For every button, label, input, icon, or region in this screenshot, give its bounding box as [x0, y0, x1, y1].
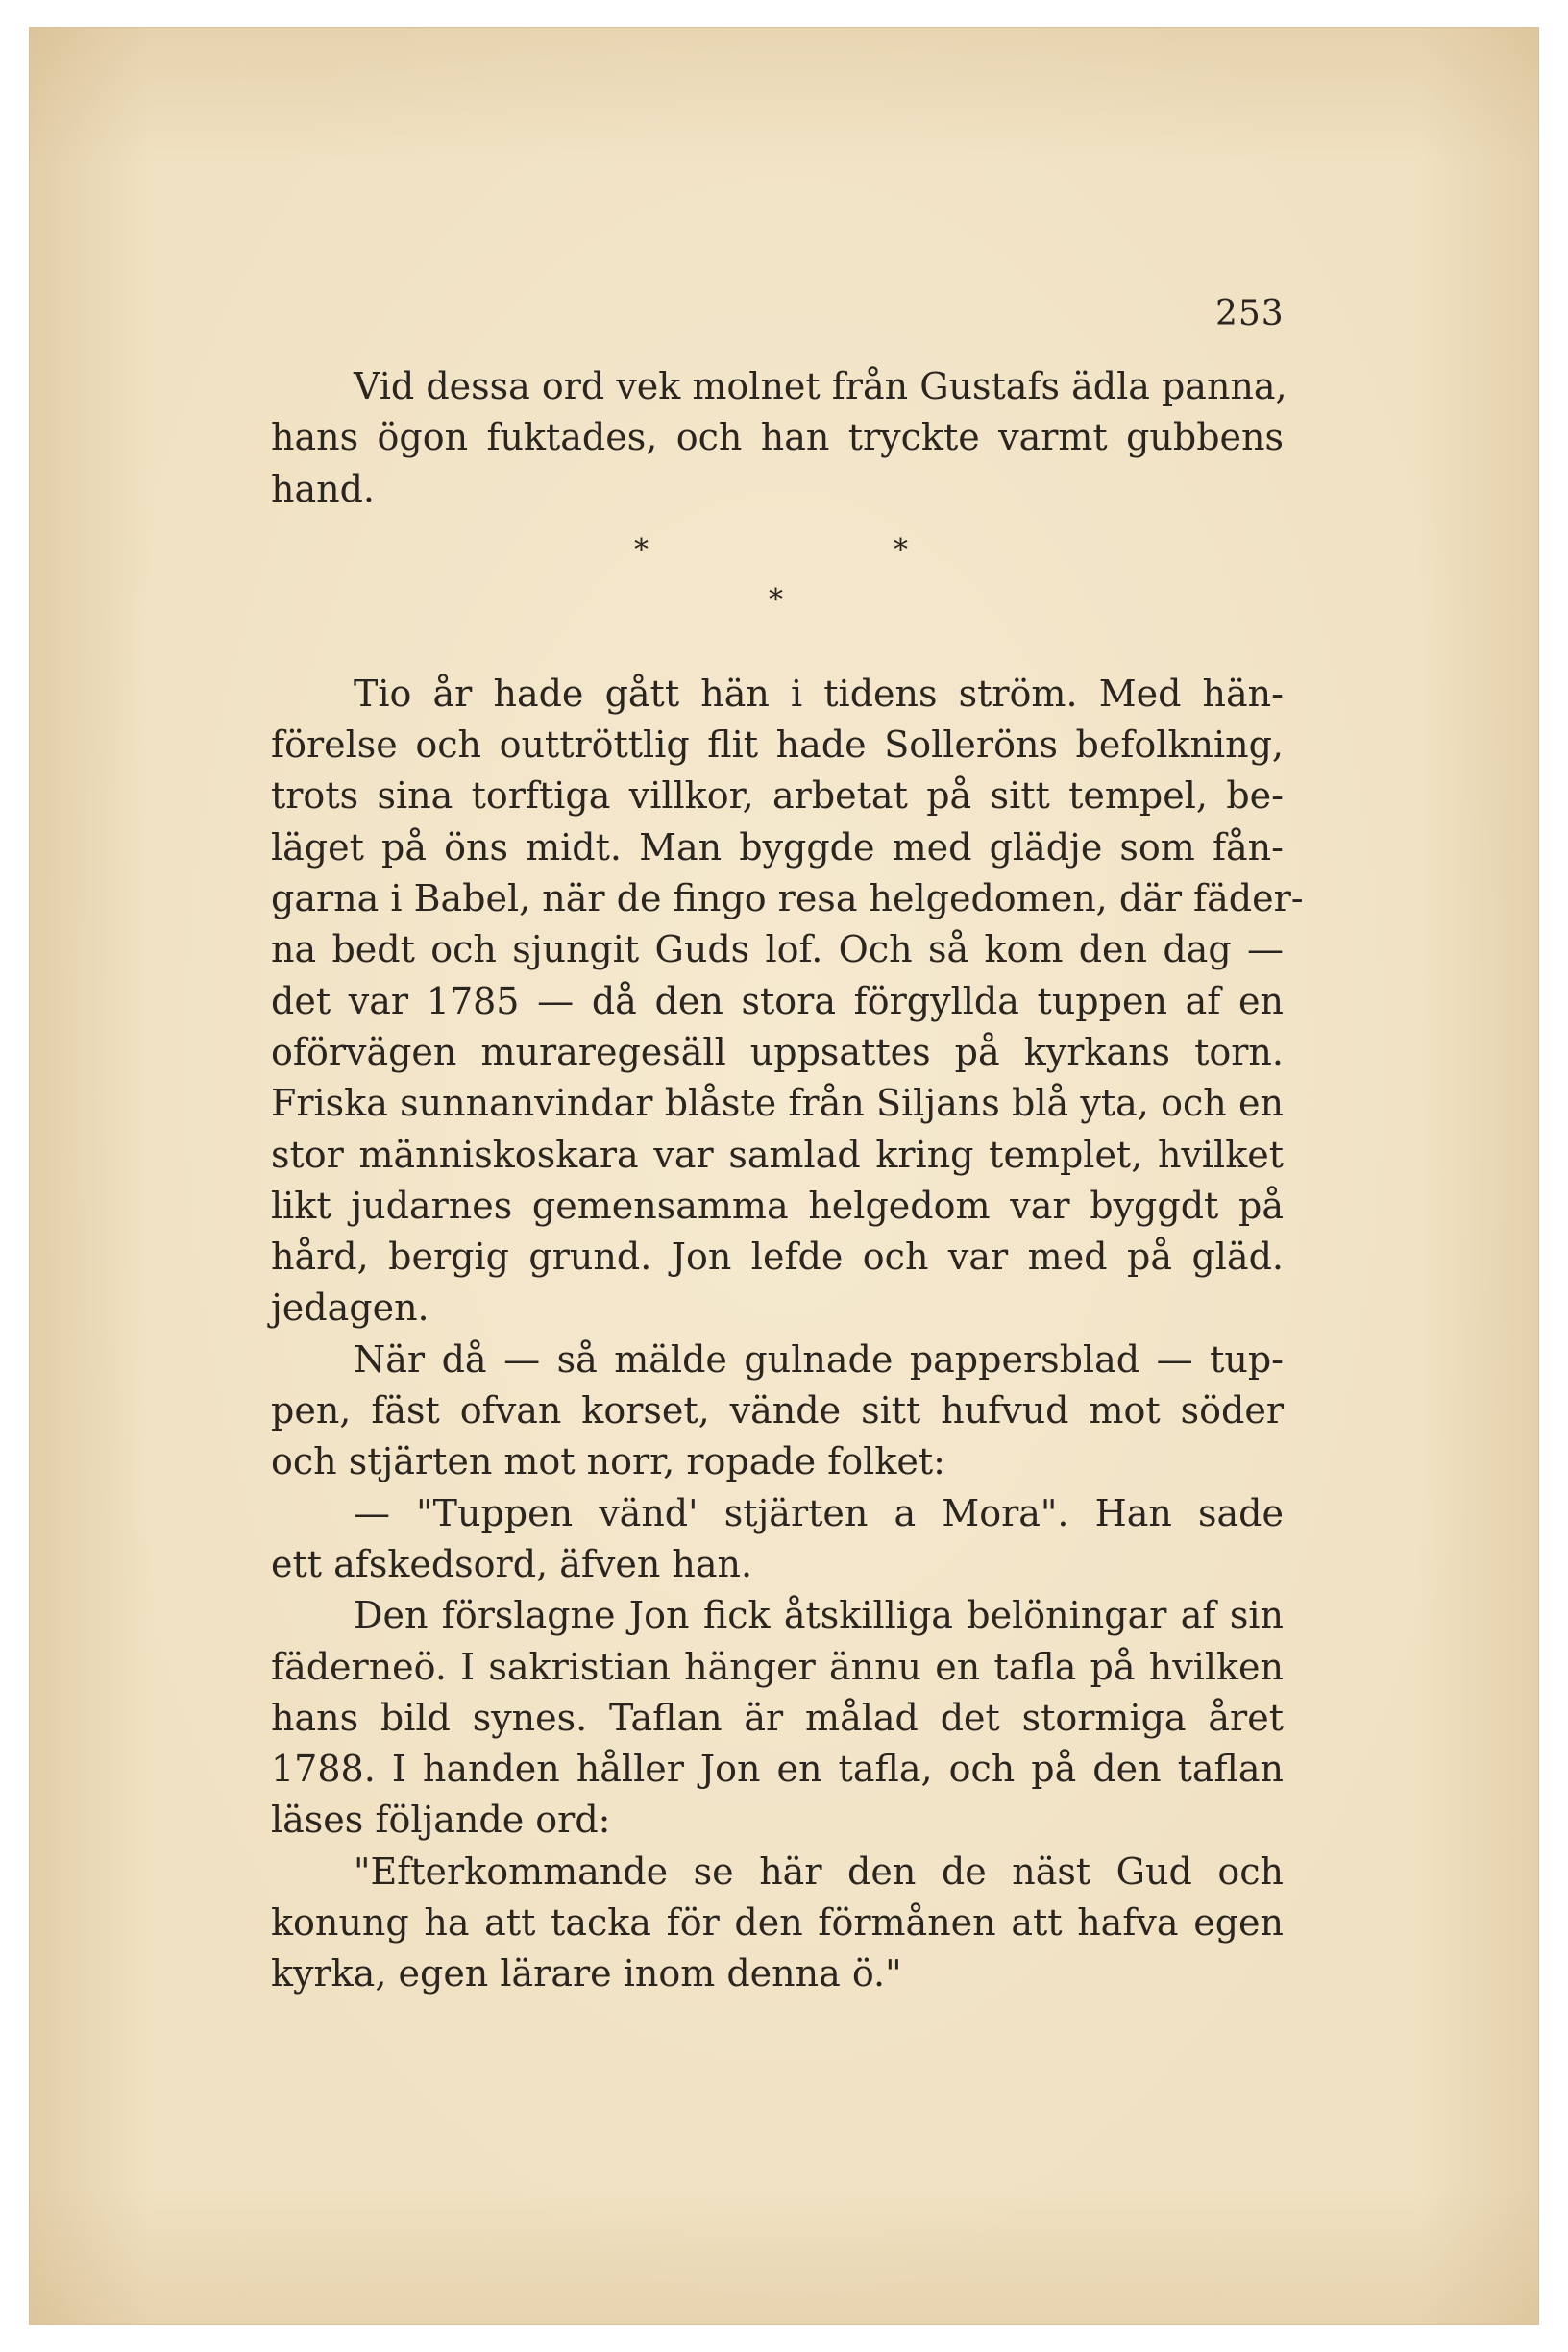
text-line: hans bild synes. Taflan är målad det stormiga året	[271, 1696, 1284, 1739]
text-line: Den förslagne Jon fick åtskilliga belöningar af sin	[354, 1594, 1284, 1637]
paragraph-4	[271, 1488, 1284, 1591]
text-line: trots sina torftiga villkor, arbetat på sitt tempel, be-	[271, 774, 1284, 818]
text-line: och stjärten mot norr, ropade folket:	[271, 1440, 945, 1483]
text-line: hans ögon fuktades, och han tryckte varmt gubbens	[271, 416, 1284, 459]
asterisk: *	[769, 582, 783, 617]
text-line: läses följande ord:	[271, 1799, 611, 1842]
asterisk: *	[634, 532, 649, 567]
text-line: förelse och outtröttlig flit hade Solleröns befolkning,	[271, 723, 1284, 767]
text-line: konung ha att tacka för den förmånen att hafva egen	[271, 1901, 1284, 1945]
text-line: hand.	[271, 467, 376, 510]
paragraph-5	[271, 1590, 1284, 1846]
text-line: oförvägen muraregesäll uppsattes på kyrkans torn.	[271, 1030, 1284, 1073]
text-line: det var 1785 — då den stora förgyllda tuppen af en	[271, 979, 1284, 1022]
text-line: läget på öns midt. Man byggde med glädje som fån-	[271, 825, 1284, 869]
paragraph-3	[271, 1335, 1284, 1488]
text-line: "Efterkommande se här den de näst Gud och	[354, 1850, 1284, 1893]
text-line: Friska sunnanvindar blåste från Siljans blå yta, och en	[271, 1082, 1284, 1125]
page-number: 253	[1215, 294, 1285, 333]
text-line: na bedt och sjungit Guds lof. Och så kom den dag —	[271, 928, 1284, 971]
section-break-asterism	[271, 515, 1284, 669]
paragraph-1	[271, 361, 1287, 515]
text-line: stor människoskara var samlad kring templet, hvilket	[271, 1133, 1284, 1176]
text-line: — "Tuppen vänd' stjärten a Mora". Han sade	[354, 1491, 1284, 1534]
text-line: När då — så mälde gulnade pappersblad — tup-	[354, 1337, 1284, 1381]
text-line: fäderneö. I sakristian hänger ännu en tafla på hvilken	[271, 1645, 1284, 1688]
text-line: likt judarnes gemensamma helgedom var byggdt på	[271, 1184, 1284, 1227]
paragraph-6	[271, 1847, 1284, 2000]
page-body	[271, 361, 1304, 2000]
text-line: kyrka, egen lärare inom denna ö."	[271, 1952, 902, 1996]
book-page	[29, 27, 1539, 2325]
paragraph-2	[271, 669, 1304, 1335]
text-line: ett afskedsord, äfven han.	[271, 1542, 753, 1585]
asterisk: *	[894, 532, 908, 567]
text-line: 1788. I handen håller Jon en tafla, och på den taflan	[271, 1748, 1284, 1791]
text-line: hård, bergig grund. Jon lefde och var med på gläd.	[271, 1236, 1284, 1279]
text-line: garna i Babel, när de fingo resa helgedomen, där fäder-	[271, 877, 1304, 920]
text-line: Tio år hade gått hän i tidens ström. Med hän-	[354, 672, 1284, 715]
text-line: Vid dessa ord vek molnet från Gustafs ädla panna,	[354, 365, 1287, 407]
text-line: pen, fäst ofvan korset, vände sitt hufvud mot söder	[271, 1389, 1284, 1433]
text-line: jedagen.	[271, 1286, 429, 1330]
